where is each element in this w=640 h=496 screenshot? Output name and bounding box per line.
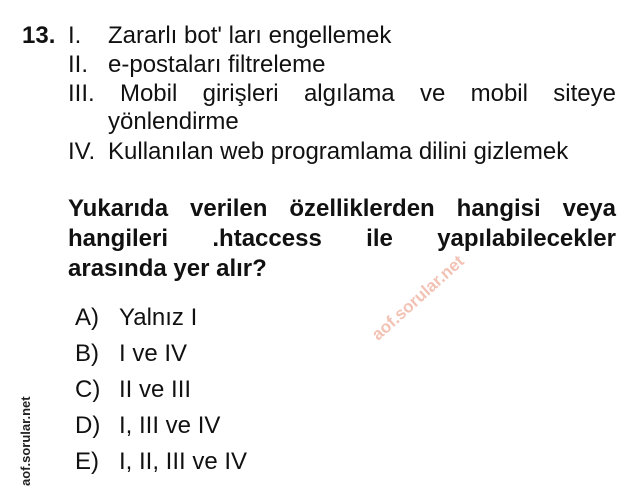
question-stem-line-2 bbox=[68, 224, 616, 254]
item-1-numeral: I. bbox=[68, 22, 82, 49]
item-3-word: ve bbox=[419, 80, 446, 107]
item-4-numeral: IV. bbox=[68, 138, 96, 165]
item-3-word: mobil bbox=[470, 80, 528, 107]
option-e-text: I, II, III ve IV bbox=[119, 448, 248, 475]
option-d[interactable] bbox=[75, 412, 220, 440]
item-3-word: algılama bbox=[303, 80, 395, 107]
item-2 bbox=[68, 51, 325, 79]
item-3-continuation: yönlendirme bbox=[108, 108, 239, 135]
item-3-numeral: III. bbox=[68, 80, 95, 107]
option-b-letter: B) bbox=[75, 340, 99, 367]
item-3-word: siteye bbox=[553, 80, 616, 107]
option-b-text: I ve IV bbox=[119, 340, 188, 367]
item-1 bbox=[68, 22, 391, 50]
stem-word: ile bbox=[366, 225, 393, 252]
item-3-word: Mobil bbox=[119, 80, 178, 107]
item-2-numeral: II. bbox=[68, 51, 89, 78]
question-stem-line-3: arasında yer alır? bbox=[68, 255, 267, 282]
stem-word: hangileri bbox=[68, 225, 169, 252]
stem-word: özelliklerden bbox=[289, 195, 435, 222]
watermark-diagonal: aof.sorular.net bbox=[368, 251, 468, 345]
option-a-text: Yalnız I bbox=[119, 304, 198, 331]
question-stem-line-1 bbox=[68, 194, 616, 224]
item-3-word: girişleri bbox=[202, 80, 279, 107]
stem-word: .htaccess bbox=[212, 225, 322, 252]
item-3 bbox=[68, 80, 616, 108]
item-2-text: e-postaları filtreleme bbox=[108, 51, 326, 78]
option-c-letter: C) bbox=[75, 376, 101, 403]
option-b[interactable] bbox=[75, 340, 187, 368]
option-c-text: II ve III bbox=[119, 376, 192, 403]
option-e-letter: E) bbox=[75, 448, 99, 475]
question-number: 13. bbox=[22, 22, 56, 49]
option-e[interactable] bbox=[75, 448, 247, 476]
option-d-letter: D) bbox=[75, 412, 101, 439]
stem-word: veya bbox=[562, 195, 616, 222]
stem-word: hangisi bbox=[456, 195, 541, 222]
stem-word: Yukarıda bbox=[68, 195, 169, 222]
item-4 bbox=[68, 138, 568, 166]
option-d-text: I, III ve IV bbox=[119, 412, 221, 439]
option-a-letter: A) bbox=[75, 304, 99, 331]
stem-word: verilen bbox=[190, 195, 268, 222]
option-c[interactable] bbox=[75, 376, 191, 404]
stem-word: yapılabilecekler bbox=[437, 225, 616, 252]
item-1-text: Zararlı bot' ları engellemek bbox=[108, 22, 392, 49]
watermark-side: aof.sorular.net bbox=[18, 396, 33, 486]
item-4-text: Kullanılan web programlama dilini gizlemek bbox=[108, 138, 569, 165]
option-a[interactable] bbox=[75, 304, 197, 332]
